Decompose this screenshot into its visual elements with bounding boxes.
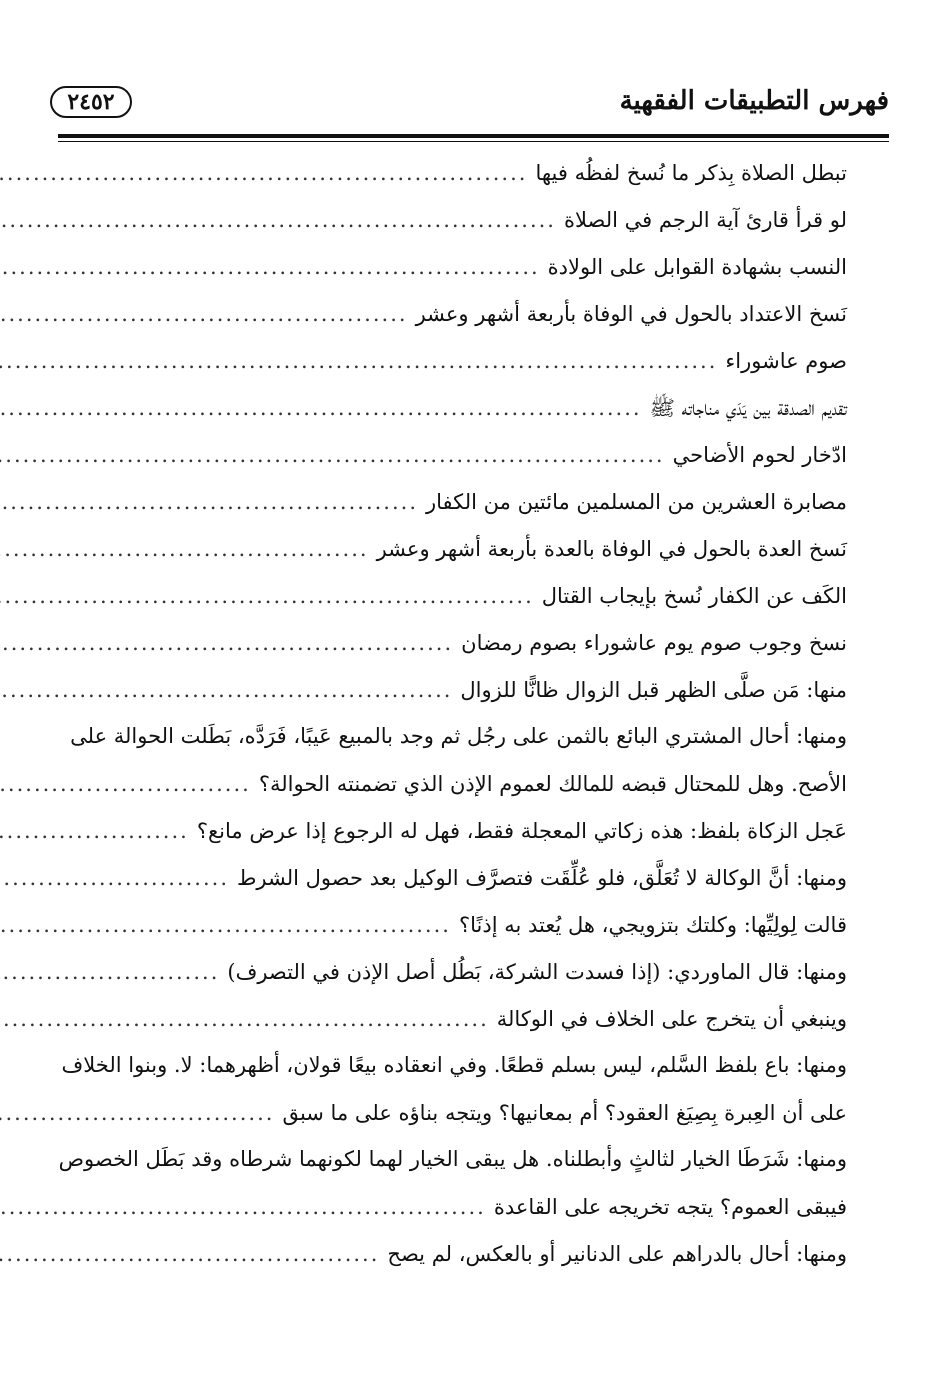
- leader-dots: [0, 678, 452, 702]
- index-entry-continued: [58, 1147, 847, 1194]
- index-entries: [58, 160, 847, 1288]
- index-entry: [70, 583, 847, 630]
- leader-dots: [0, 1101, 274, 1125]
- index-entry: [70, 1241, 847, 1288]
- leader-dots: [0, 1007, 489, 1031]
- leader-dots: [0, 960, 219, 984]
- leader-dots: [0, 255, 540, 279]
- index-entry: [70, 630, 847, 677]
- page-number-badge: ٢٤٥٢: [50, 86, 132, 118]
- index-entry: [70, 912, 847, 959]
- entry-text: تبطل الصلاة بِذكر ما نُسخ لفظُه فيها: [535, 161, 847, 185]
- leader-dots: [0, 631, 453, 655]
- index-entry: [70, 207, 847, 254]
- leader-dots: [0, 1195, 486, 1219]
- entry-text: نسخ وجوب صوم يوم عاشوراء بصوم رمضان: [461, 631, 847, 655]
- entry-text: مصابرة العشرين من المسلمين مائتين من الكفار: [426, 490, 847, 514]
- entry-text: عَجل الزكاة بلفظ: هذه زكاتي المعجلة فقط، فهل له الرجوع إذا عرض مانع؟: [196, 819, 847, 843]
- entry-text: النسب بشهادة القوابل على الولادة: [547, 255, 847, 279]
- index-entry: [70, 818, 847, 865]
- entry-text: ومنها: باع بلفظ السَّلم، ليس بسلم قطعًا. وفي انعقاده بيعًا قولان، أظهرهما: لا. وبنوا الخلاف: [61, 1053, 847, 1077]
- entry-text: ادّخار لحوم الأضاحي: [672, 443, 847, 467]
- index-entry: [70, 395, 847, 442]
- leader-dots: [0, 819, 189, 843]
- entry-text: منها: مَن صلَّى الظهر قبل الزوال ظانًّا للزوال: [460, 678, 847, 702]
- entry-text: ومنها: أنَّ الوكالة لا تُعَلَّق، فلو عُلِّقَت فتصرَّف الوكيل بعد حصول الشرط: [237, 866, 847, 890]
- entry-text: ومنها: أحال المشتري البائع بالثمن على رجُل ثم وجد بالمبيع عَيبًا، فَرَدَّه، بَطَلت الحوالة على: [70, 724, 847, 748]
- index-entry: [70, 771, 847, 818]
- index-entry-continued: [61, 1053, 847, 1100]
- leader-dots: [0, 396, 642, 420]
- leader-dots: [0, 349, 717, 373]
- index-entry: [70, 1006, 847, 1053]
- index-entry: [70, 442, 847, 489]
- leader-dots: [0, 443, 665, 467]
- entry-text: تقديم الصدقة بين يَدَي مناجاته ﷺ: [649, 396, 847, 420]
- leader-dots: [0, 1242, 379, 1266]
- index-entry-continued: [70, 724, 847, 771]
- index-entry: [70, 489, 847, 536]
- header-rule-thin: [58, 141, 889, 142]
- entry-text: نَسخ الاعتداد بالحول في الوفاة بأربعة أشهر وعشر: [415, 302, 847, 326]
- index-entry: [70, 677, 847, 724]
- index-entry: [70, 959, 847, 1006]
- entry-text: الكَف عن الكفار نُسخ بإيجاب القتال: [541, 584, 847, 608]
- entry-text: الأصح. وهل للمحتال قبضه للمالك لعموم الإذن الذي تضمنته الحوالة؟: [258, 772, 847, 796]
- entry-text: قالت لِولِيِّها: وكلتك بتزويجي، هل يُعتد به إذنًا؟: [458, 913, 847, 937]
- index-entry: [70, 865, 847, 912]
- entry-text: فيبقى العموم؟ يتجه تخريجه على القاعدة: [493, 1195, 847, 1219]
- leader-dots: [0, 161, 527, 185]
- leader-dots: [0, 208, 556, 232]
- leader-dots: [0, 490, 418, 514]
- leader-dots: [0, 537, 369, 561]
- index-entry: [70, 254, 847, 301]
- leader-dots: [0, 302, 408, 326]
- index-entry: [70, 348, 847, 395]
- page-title: فهرس التطبيقات الفقهية: [619, 86, 889, 116]
- index-entry: [70, 301, 847, 348]
- index-entry: [70, 1100, 847, 1147]
- entry-text: وينبغي أن يتخرج على الخلاف في الوكالة: [496, 1007, 847, 1031]
- entry-text: لو قرأ قارئ آية الرجم في الصلاة: [563, 208, 847, 232]
- entry-text: ومنها: أحال بالدراهم على الدنانير أو بالعكس، لم يصح: [387, 1242, 847, 1266]
- entry-text: ومنها: شَرَطَا الخيار لثالثٍ وأبطلناه. هل يبقى الخيار لهما لكونهما شرطاه وقد بَطَل الخصوص: [58, 1147, 847, 1171]
- entry-text: صوم عاشوراء: [725, 349, 847, 373]
- leader-dots: [0, 866, 229, 890]
- leader-dots: [0, 584, 534, 608]
- index-entry: [70, 536, 847, 583]
- entry-text: ومنها: قال الماوردي: (إذا فسدت الشركة، بَطُل أصل الإذن في التصرف): [227, 960, 847, 984]
- header-rule-thick: [58, 134, 889, 138]
- index-entry: [70, 160, 847, 207]
- page-header: [50, 80, 889, 126]
- entry-text: على أن العِبرة بِصِيَغ العقود؟ أم بمعانيها؟ ويتجه بناؤه على ما سبق: [282, 1101, 847, 1125]
- entry-text: نَسخ العدة بالحول في الوفاة بالعدة بأربعة أشهر وعشر: [376, 537, 847, 561]
- leader-dots: [0, 772, 251, 796]
- leader-dots: [0, 913, 451, 937]
- index-entry: [70, 1194, 847, 1241]
